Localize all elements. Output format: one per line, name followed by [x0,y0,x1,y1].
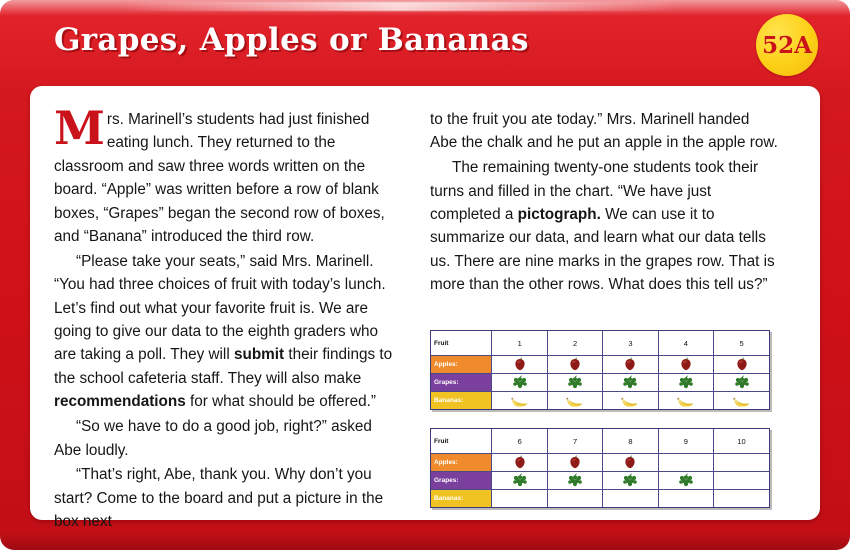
apple-icon [511,357,529,372]
article-page [30,86,820,531]
bold-term-recommendations: recommendations [54,393,186,411]
banana-mark-cell [714,392,769,410]
grapes-mark-cell [547,374,602,392]
chart2-col-10: 10 [714,429,769,454]
chart2-corner-label: Fruit [431,429,492,454]
empty-cell [714,454,769,472]
grapes-mark-cell [658,374,713,392]
chart1-row-label-apples: Apples: [431,356,492,374]
table-row [431,356,769,374]
grapes-mark-cell [603,472,658,490]
grapes-icon [565,473,585,488]
article-column-left [54,101,402,535]
grapes-mark-cell [492,374,547,392]
apple-mark-cell [603,356,658,374]
paragraph-4: “That’s right, Abe, thank you. Why don’t you start? Come to the board and put a picture in the box next [54,466,384,531]
chart1-col-1: 1 [492,331,547,356]
apple-mark-cell [658,356,713,374]
table-row [431,490,769,508]
grapes-mark-cell [714,374,769,392]
banana-mark-cell [492,392,547,410]
banana-mark-cell [603,392,658,410]
empty-cell [714,490,769,508]
banana-icon [675,394,697,408]
empty-cell [492,490,547,508]
apple-mark-cell [492,454,547,472]
lesson-number-badge [756,14,818,76]
apple-icon [566,357,584,372]
pictograph-chart-2 [430,428,770,508]
banana-mark-cell [658,392,713,410]
grapes-mark-cell [492,472,547,490]
apple-icon [566,455,584,470]
article-column-right [430,108,778,298]
paragraph-5: to the fruit you ate today.” Mrs. Marinell handed Abe the chalk and he put an apple in the apple row. [430,111,778,152]
table-row [431,374,769,392]
grapes-icon [676,473,696,488]
empty-cell [658,490,713,508]
apple-mark-cell [714,356,769,374]
chart2-col-8: 8 [603,429,658,454]
banana-mark-cell [547,392,602,410]
bold-term-submit: submit [233,346,285,364]
chart2-col-9: 9 [658,429,713,454]
drop-cap: M [54,101,105,155]
chart1-row-label-bananas: Bananas: [431,392,492,410]
grapes-icon [565,375,585,390]
pictograph-chart-1 [430,330,770,410]
chart1-row-label-grapes: Grapes: [431,374,492,392]
banana-icon [564,394,586,408]
banana-icon [509,394,531,408]
banana-icon [731,394,753,408]
chart2-col-7: 7 [547,429,602,454]
empty-cell [603,490,658,508]
table-row [431,472,769,490]
grapes-mark-cell [547,472,602,490]
chart1-corner-label: Fruit [431,331,492,356]
chart2-row-label-apples: Apples: [431,454,492,472]
lesson-number-label: 52A [762,32,812,59]
paragraph-6: The remaining twenty-one students took their turns and filled in the chart. “We have just completed a pictograph. We can use it to summarize our data, and learn what our data tells us. There are nine marks in the grapes row. That is more than the other rows. What does this tell us?” [430,159,775,294]
pictograph-table-2 [431,429,769,507]
grapes-icon [510,473,530,488]
apple-mark-cell [492,356,547,374]
chart2-col-6: 6 [492,429,547,454]
paragraph-1 [54,101,402,248]
pictograph-table-1 [431,331,769,409]
paragraph-3: “So we have to do a good job, right?” asked Abe loudly. [54,418,372,459]
grapes-icon [510,375,530,390]
chart2-row-label-grapes: Grapes: [431,472,492,490]
paragraph-2: “Please take your seats,” said Mrs. Marinell. “You had three choices of fruit with today’s lunch. Let’s find out what your favorite fruit is. We are going to give our data to the eighth graders who are taking a poll. They will submit their findings to the school cafeteria staff. They will also make recommendations for what should be offered.” [54,252,393,411]
chart1-col-3: 3 [603,331,658,356]
grapes-icon [676,375,696,390]
grapes-icon [620,375,640,390]
apple-mark-cell [547,454,602,472]
grapes-icon [620,473,640,488]
paragraph-1-text: rs. Marinell’s students had just finished eating lunch. They returned to the classroom and saw three words written on the board. “Apple” was written before a row of blank boxes, “Grapes” began the second row of boxes, and “Banana” introduced the third row. [54,111,385,245]
table-header-row [431,331,769,356]
apple-icon [621,357,639,372]
apple-icon [677,357,695,372]
table-header-row [431,429,769,454]
apple-icon [733,357,751,372]
chart2-row-label-bananas: Bananas: [431,490,492,508]
table-row [431,392,769,410]
apple-mark-cell [547,356,602,374]
page-title: Grapes, Apples or Bananas [54,22,529,58]
card-gloss-highlight [120,2,680,11]
empty-cell [547,490,602,508]
chart1-col-4: 4 [658,331,713,356]
apple-icon [621,455,639,470]
grapes-mark-cell [658,472,713,490]
table-row [431,454,769,472]
grapes-mark-cell [603,374,658,392]
empty-cell [714,472,769,490]
banana-icon [619,394,641,408]
bold-term-pictograph: pictograph. [517,206,601,224]
grapes-icon [732,375,752,390]
chart1-col-2: 2 [547,331,602,356]
apple-mark-cell [603,454,658,472]
apple-icon [511,455,529,470]
chart1-col-5: 5 [714,331,769,356]
empty-cell [658,454,713,472]
